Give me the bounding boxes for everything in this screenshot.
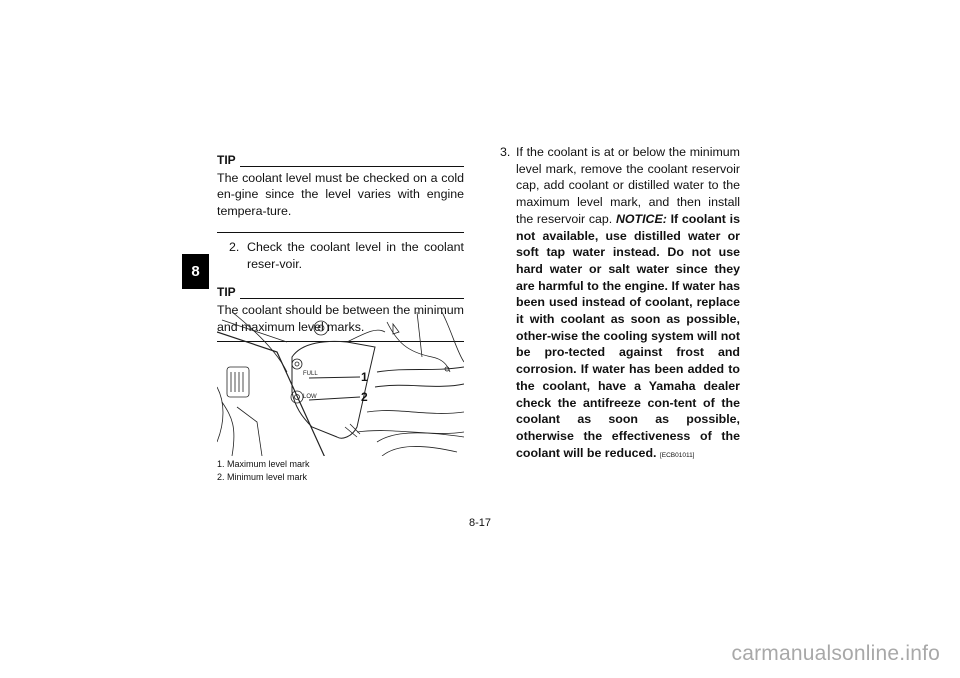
step-text: Check the coolant level in the coolant reser-voir.	[247, 239, 464, 271]
low-mark-label: LOW	[303, 394, 317, 400]
step-3-body	[514, 144, 740, 464]
tip-heading	[217, 152, 464, 169]
step-2	[217, 239, 464, 272]
caption-1: 1. Maximum level mark	[217, 459, 310, 469]
tip-label: TIP	[217, 285, 236, 300]
coolant-reservoir-illustration	[217, 312, 464, 456]
chapter-tab: 8	[182, 254, 209, 289]
watermark: carmanualsonline.info	[731, 642, 940, 665]
step-number: 2.	[229, 239, 240, 254]
tip-label: TIP	[217, 153, 236, 167]
page-number: 8-17	[468, 517, 492, 529]
callout-2: 2	[361, 390, 368, 404]
tip-text: The coolant should be between the minimum and maximum level marks.	[217, 302, 464, 334]
notice-label: NOTICE:	[615, 211, 667, 226]
caption-2: 2. Minimum level mark	[217, 471, 308, 482]
tip-text: The coolant level must be checked on a cold en-gine since the level varies with engine tempera-ture.	[217, 170, 464, 219]
tip-rule	[240, 166, 464, 167]
notice-text: If coolant is not available, use distilled water or soft tap water instead. Do not use hard water or salt water since they are harmful to the engine. If water has been used instead of coolant, replace it with coolant as soon as possible, other-wise the cooling system will not be pro-tected against frost and corrosion. If water has been added to the coolant, have a Yamaha dealer check the antifreeze con-tent of the coolant as soon as possible, otherwise the effectiveness of the coolant will be reduced.	[516, 211, 740, 460]
step-text: If the coolant is at or below the minimum level mark, remove the coolant reservoir cap, add coolant or distilled water to the maximum level mark, and then install the reservoir cap.	[516, 145, 740, 226]
right-column	[500, 144, 740, 464]
step-number: 3.	[500, 145, 511, 159]
tip-heading	[217, 284, 464, 301]
figure-captions	[217, 458, 310, 483]
tip-end-rule	[217, 232, 464, 233]
notice-code: [ECB01011]	[659, 451, 695, 459]
callout-1: 1	[361, 370, 368, 384]
tip-rule	[240, 298, 464, 299]
full-mark-label: FULL	[303, 371, 318, 377]
step-3	[500, 144, 740, 464]
